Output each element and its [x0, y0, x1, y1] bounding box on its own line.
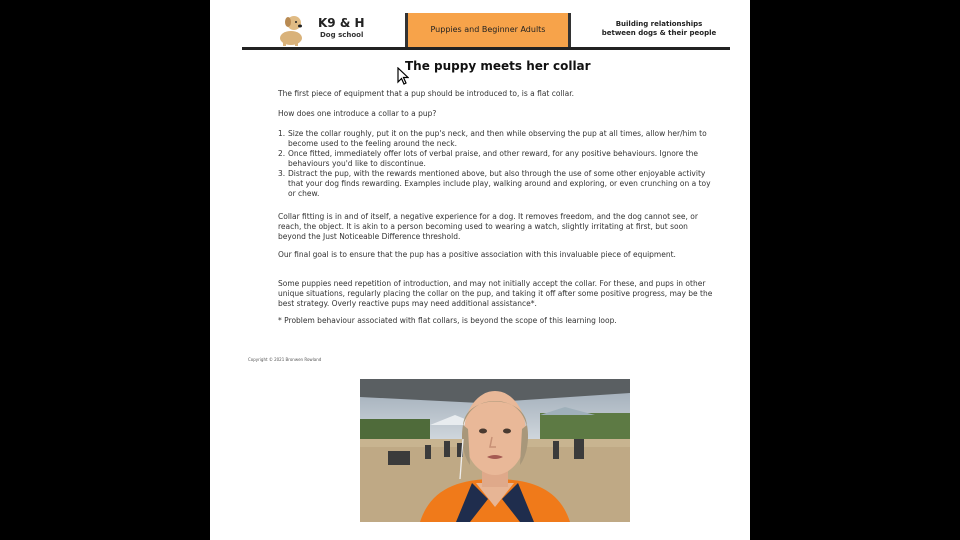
brand-title: K9 & H	[318, 16, 365, 30]
steps-list	[278, 129, 718, 199]
fitting-paragraph: Collar fitting is in and of itself, a negative experience for a dog. It removes freedom, and the dog cannot see, or reach, the object. It is akin to a person becoming used to wearing a watch, slightly irritating at first, but soon beyond the Just Noticeable Difference threshold.	[278, 212, 698, 241]
webcam-feed	[360, 379, 630, 522]
course-tab-label: Puppies and Beginner Adults	[430, 25, 546, 34]
list-item-number: 1.	[278, 129, 286, 138]
question-paragraph: How does one introduce a collar to a pup?	[278, 109, 437, 118]
intro-paragraph: The first piece of equipment that a pup should be introduced to, is a flat collar.	[278, 89, 575, 98]
list-item	[278, 169, 718, 199]
list-item-number: 3.	[278, 169, 286, 178]
shared-slide	[210, 0, 750, 375]
list-item	[278, 129, 718, 149]
goal-paragraph: Our final goal is to ensure that the pup has a positive association with this invaluable piece of equipment.	[278, 250, 676, 259]
header-divider	[242, 47, 730, 50]
copyright-notice: Copyright © 2021 Bronwen Rowland	[248, 357, 322, 362]
video-frame	[210, 0, 750, 540]
tagline-line-2: between dogs & their people	[601, 29, 717, 37]
tagline-line-1: Building relationships	[615, 20, 703, 28]
slide-title: The puppy meets her collar	[405, 59, 591, 73]
course-tab	[405, 13, 571, 48]
list-item-text: Distract the pup, with the rewards mentioned above, but also through the use of some other enjoyable activity that your dog finds rewarding. Examples include play, walking around and exploring, or even crunching on a toy or chew.	[288, 169, 711, 198]
repetition-paragraph: Some puppies need repetition of introduction, and may not initially accept the collar. For these, and pups in other unique situations, regularly placing the collar on the pup, and taking it off after some positive progress, may be the best strategy. Overly reactive pups may need additional assistance*.	[278, 279, 713, 308]
list-item	[278, 149, 718, 169]
tagline	[594, 20, 724, 38]
footnote: * Problem behaviour associated with flat collars, is beyond the scope of this learning loop.	[278, 316, 617, 325]
dog-logo-icon	[276, 12, 306, 46]
brand-subtitle: Dog school	[320, 31, 364, 39]
list-item-text: Once fitted, immediately offer lots of verbal praise, and other reward, for any positive behaviours. Ignore the behaviours you'd like to discontinue.	[288, 149, 699, 168]
list-item-text: Size the collar roughly, put it on the pup's neck, and then while observing the pup at all times, allow her/him to become used to the feeling around the neck.	[288, 129, 707, 148]
list-item-number: 2.	[278, 149, 286, 158]
